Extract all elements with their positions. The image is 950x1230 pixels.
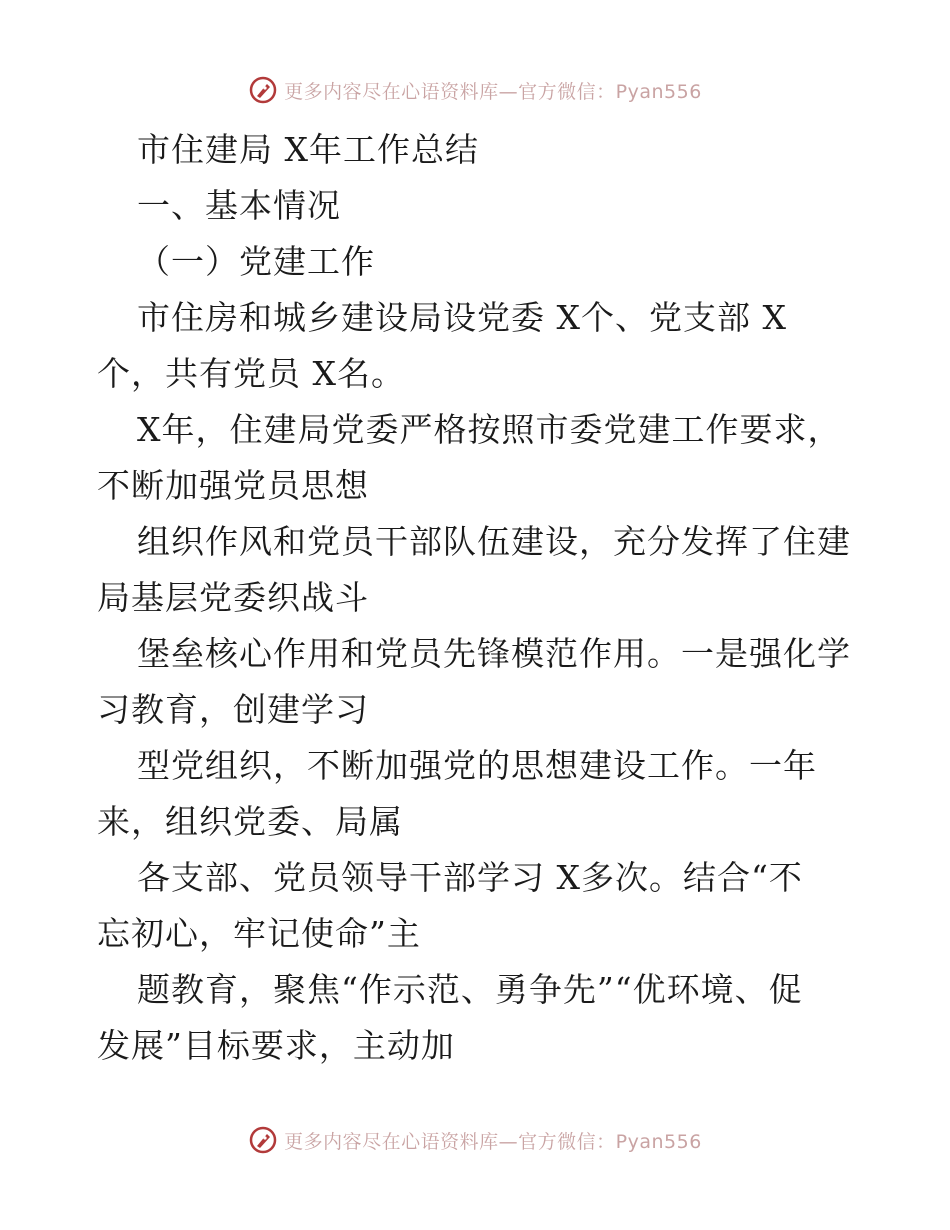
text-line: 题教育，聚焦“作示范、勇争先”“优环境、促 [137, 970, 803, 1009]
document-body [97, 122, 867, 1074]
text-line: 习教育，创建学习 [97, 690, 369, 729]
text-line: 来，组织党委、局属 [97, 802, 403, 841]
pen-nib-circle-icon [248, 1125, 278, 1155]
text-line: 局基层党委织战斗 [97, 578, 369, 617]
text-line: 各支部、党员领导干部学习 X多次。结合“不 [137, 858, 803, 897]
text-line: 个，共有党员 X名。 [97, 354, 405, 393]
text-line: 不断加强党员思想 [97, 466, 369, 505]
text-line: 发展”目标要求，主动加 [97, 1026, 455, 1065]
watermark-text: 更多内容尽在心语资料库—官方微信：Pyan556 [284, 1130, 702, 1153]
text-line: 堡垒核心作用和党员先锋模范作用。一是强化学 [137, 634, 851, 673]
text-line: （一）党建工作 [137, 242, 375, 281]
text-line: 市住建局 X年工作总结 [137, 130, 479, 169]
text-line: X年，住建局党委严格按照市委党建工作要求， [137, 410, 842, 449]
text-line: 型党组织，不断加强党的思想建设工作。一年 [137, 746, 817, 785]
text-line: 忘初心，牢记使命”主 [97, 914, 421, 953]
text-line: 组织作风和党员干部队伍建设，充分发挥了住建 [137, 522, 851, 561]
watermark-text: 更多内容尽在心语资料库—官方微信：Pyan556 [284, 80, 702, 103]
pen-nib-circle-icon [248, 75, 278, 105]
text-line: 市住房和城乡建设局设党委 X个、党支部 X [137, 298, 787, 337]
watermark-footer [0, 1120, 950, 1160]
watermark-header [0, 70, 950, 110]
text-line: 一、基本情况 [137, 186, 341, 225]
